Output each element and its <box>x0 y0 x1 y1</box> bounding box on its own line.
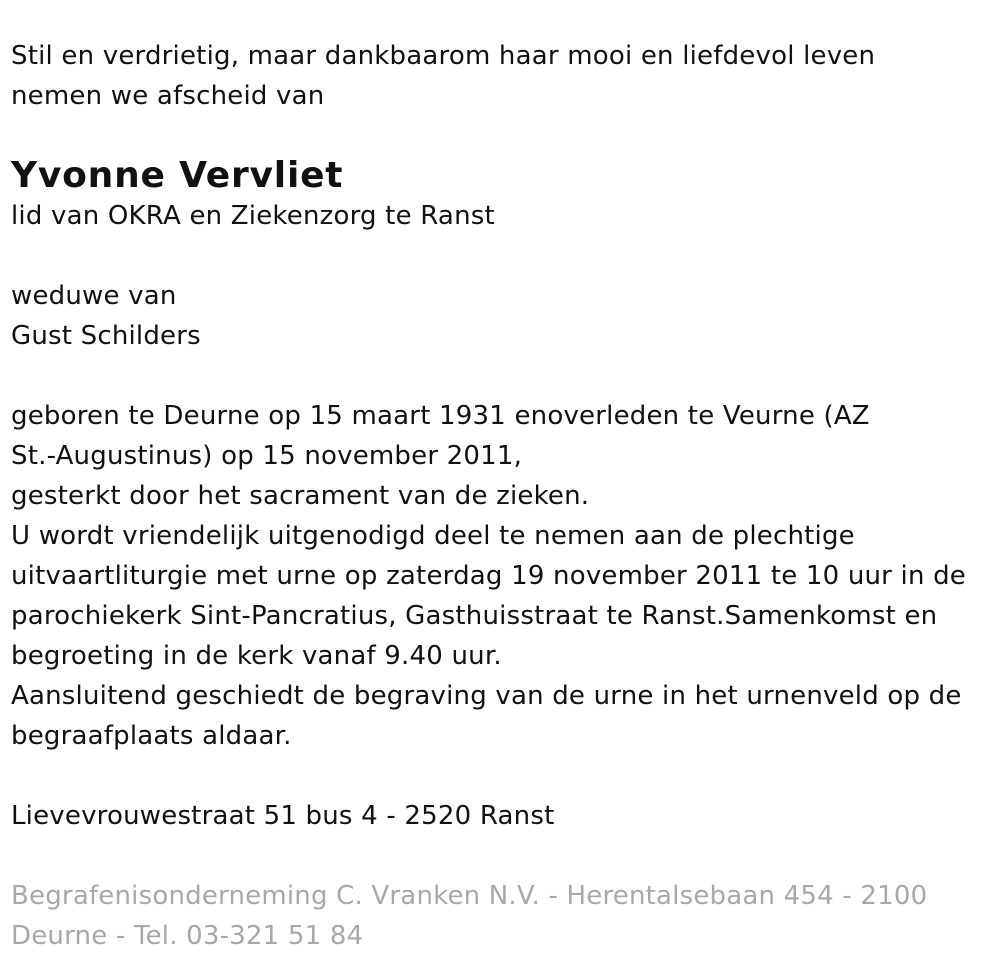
details-line: begraafplaats aldaar. <box>11 721 292 751</box>
spacer <box>11 356 975 396</box>
spacer <box>11 116 975 156</box>
spacer <box>11 756 975 796</box>
details-line: geboren te Deurne op 15 maart 1931 enoverleden te Veurne (AZ <box>11 401 870 431</box>
intro-line: Stil en verdrietig, maar dankbaarom haar mooi en liefdevol leven <box>11 41 876 71</box>
deceased-name: Yvonne Vervliet <box>11 155 344 196</box>
details-line: uitvaartliturgie met urne op zaterdag 19 november 2011 te 10 uur in de <box>11 561 967 591</box>
intro-line: nemen we afscheid van <box>11 81 325 111</box>
details-line: U wordt vriendelijk uitgenodigd deel te nemen aan de plechtige <box>11 521 855 551</box>
details-block <box>11 396 975 756</box>
spouse-label: weduwe van <box>11 281 177 311</box>
spouse-block <box>11 276 975 356</box>
intro-text <box>11 36 975 116</box>
details-line: parochiekerk Sint-Pancratius, Gasthuisstraat te Ranst.Samenkomst en <box>11 601 938 631</box>
details-line: Aansluitend geschiedt de begraving van de urne in het urnenveld op de <box>11 681 962 711</box>
membership: lid van OKRA en Ziekenzorg te Ranst <box>11 201 495 231</box>
funeral-home-line: Begrafenisonderneming C. Vranken N.V. - Herentalsebaan 454 - 2100 <box>11 881 928 911</box>
details-line: begroeting in de kerk vanaf 9.40 uur. <box>11 641 502 671</box>
spacer <box>11 236 975 276</box>
funeral-home-line: Deurne - Tel. 03-321 51 84 <box>11 921 364 951</box>
spouse-name: Gust Schilders <box>11 321 201 351</box>
spacer <box>11 836 975 876</box>
funeral-home-info <box>11 876 975 956</box>
address: Lievevrouwestraat 51 bus 4 - 2520 Ranst <box>11 801 555 831</box>
details-line: gesterkt door het sacrament van de zieken. <box>11 481 590 511</box>
details-line: St.-Augustinus) op 15 november 2011, <box>11 441 523 471</box>
